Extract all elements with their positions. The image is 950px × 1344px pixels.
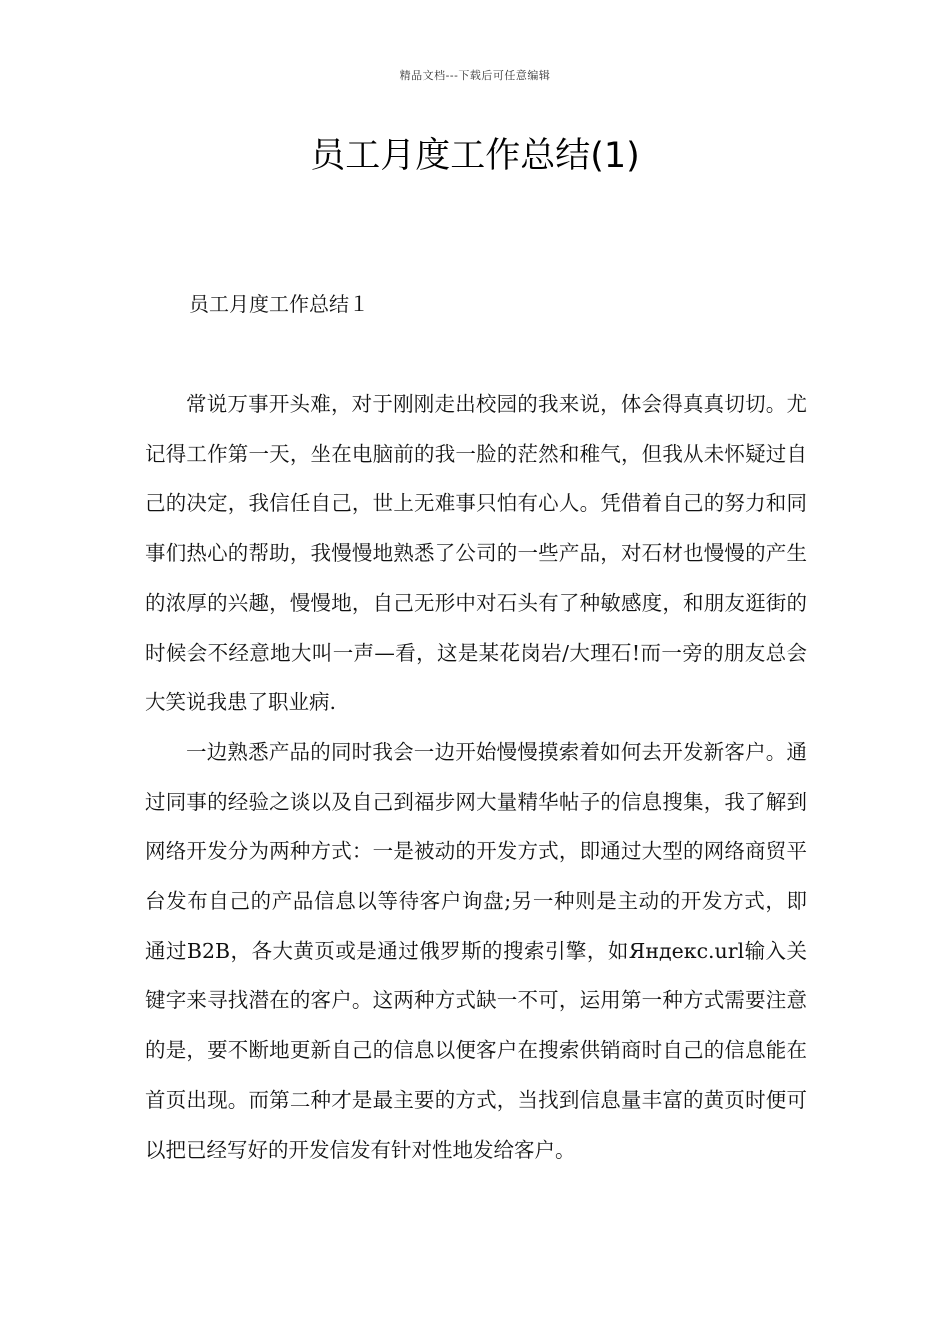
paragraph: 常说万事开头难，对于刚刚走出校园的我来说，体会得真真切切。尤记得工作第一天，坐在电脑前的我一脸的茫然和稚气，但我从未怀疑过自己的决定，我信任自己，世上无难事只怕有心人。凭借着自己的努力和同事们热心的帮助，我慢慢地熟悉了公司的一些产品，对石材也慢慢的产生的浓厚的兴趣，慢慢地，自己无形中对石头有了种敏感度，和朋友逛街的时候会不经意地大叫一声—看，这是某花岗岩/大理石!而一旁的朋友总会大笑说我患了职业病. — [145, 392, 807, 715]
paragraph: 一边熟悉产品的同时我会一边开始慢慢摸索着如何去开发新客户。通过同事的经验之谈以及自己到福步网大量精华帖子的信息搜集，我了解到网络开发分为两种方式：一是被动的开发方式，即通过大型的网络商贸平台发布自己的产品信息以等待客户询盘;另一种则是主动的开发方式，即通过B2B，各大黄页或是通过俄罗斯的搜索引擎，如Яндекс.url输入关键字来寻找潜在的客户。这两种方式缺一不可，运用第一种方式需要注意的是，要不断地更新自己的信息以便客户在搜索供销商时自己的信息能在首页出现。而第二种才是最主要的方式，当找到信息量丰富的黄页时便可以把已经写好的开发信发有针对性地发给客户。 — [145, 739, 807, 1162]
page-header-note: 精品文档---下载后可任意编辑 — [399, 69, 551, 82]
body-text — [145, 380, 807, 1175]
section-heading: 员工月度工作总结１ — [189, 292, 369, 316]
document-title: 员工月度工作总结(1) — [310, 136, 640, 176]
